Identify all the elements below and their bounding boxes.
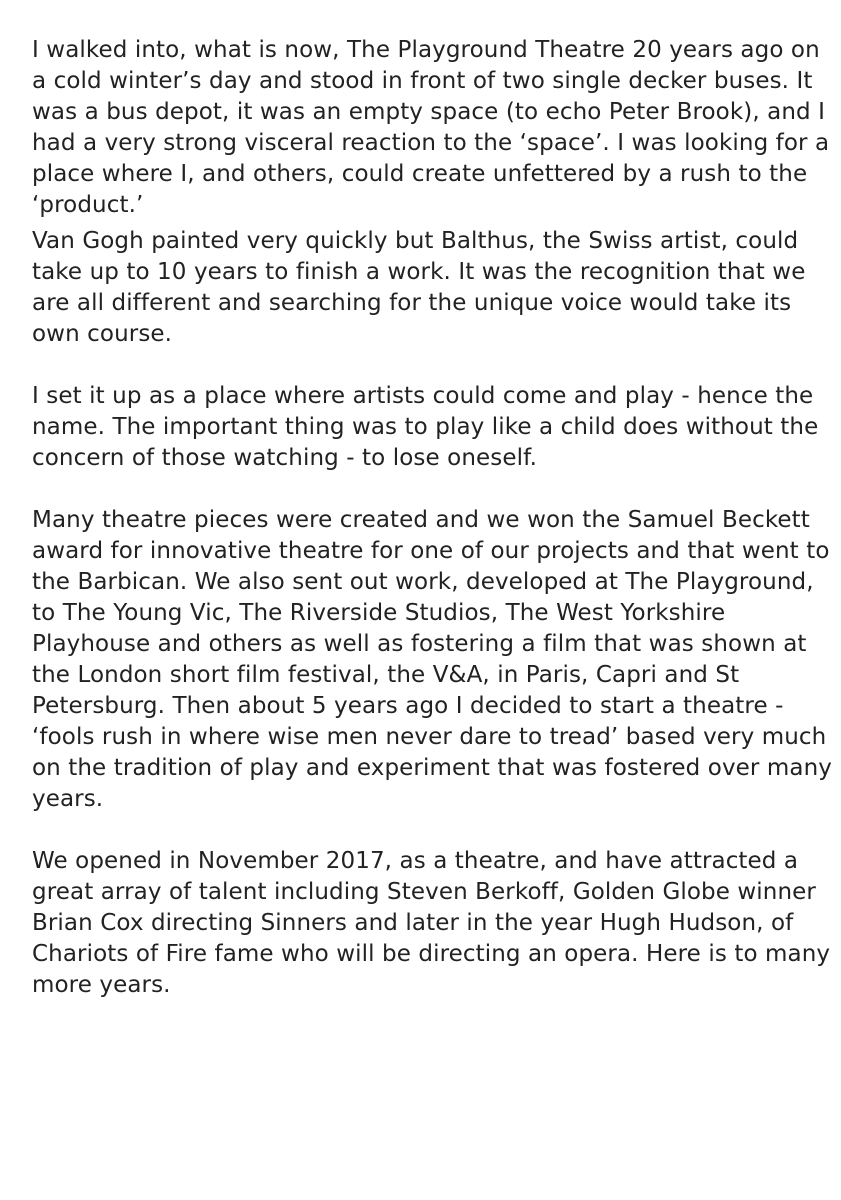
paragraph-achievements: Many theatre pieces were created and we won the Samuel Beckett award for innovative theatre for one of our projects and that went to the Barbican. We also sent out work, developed at The Playground, to The Young Vic, The Riverside Studios, The West Yorkshire Playhouse and others as well as fostering a film that was shown at the London short film festival, the V&A, in Paris, Capri and St Petersburg. Then about 5 years ago I decided to start a theatre - ‘fools rush in where wise men never dare to tread’ based very much on the tradition of play and experiment that was fostered over many years. xyxy=(32,507,832,812)
paragraph-spacer xyxy=(32,474,837,505)
paragraph-opening-2017: We opened in November 2017, as a theatre, and have attracted a great array of talent including Steven Berkoff, Golden Globe winner Brian Cox directing Sinners and later in the year Hugh Hudson, of Chariots of Fire fame who will be directing an opera. Here is to many more years. xyxy=(32,848,831,998)
paragraph-spacer xyxy=(32,815,837,846)
document-body xyxy=(32,35,837,1001)
paragraph-playground-origin: I walked into, what is now, The Playground Theatre 20 years ago on a cold winter’s day and stood in front of two single decker buses. It was a bus depot, it was an empty space (to echo Peter Brook), and I had a very strong visceral reaction to the ‘space’. I was looking for a place where I, and others, could create unfettered by a rush to the ‘product.’ xyxy=(32,37,830,218)
paragraph-play-space: I set it up as a place where artists could come and play - hence the name. The important thing was to play like a child does without the concern of those watching - to lose oneself. xyxy=(32,383,819,471)
paragraph-spacer xyxy=(32,350,837,381)
paragraph-van-gogh-balthus: Van Gogh painted very quickly but Balthus, the Swiss artist, could take up to 10 years to finish a work. It was the recognition that we are all different and searching for the unique voice would take its own course. xyxy=(32,228,806,347)
